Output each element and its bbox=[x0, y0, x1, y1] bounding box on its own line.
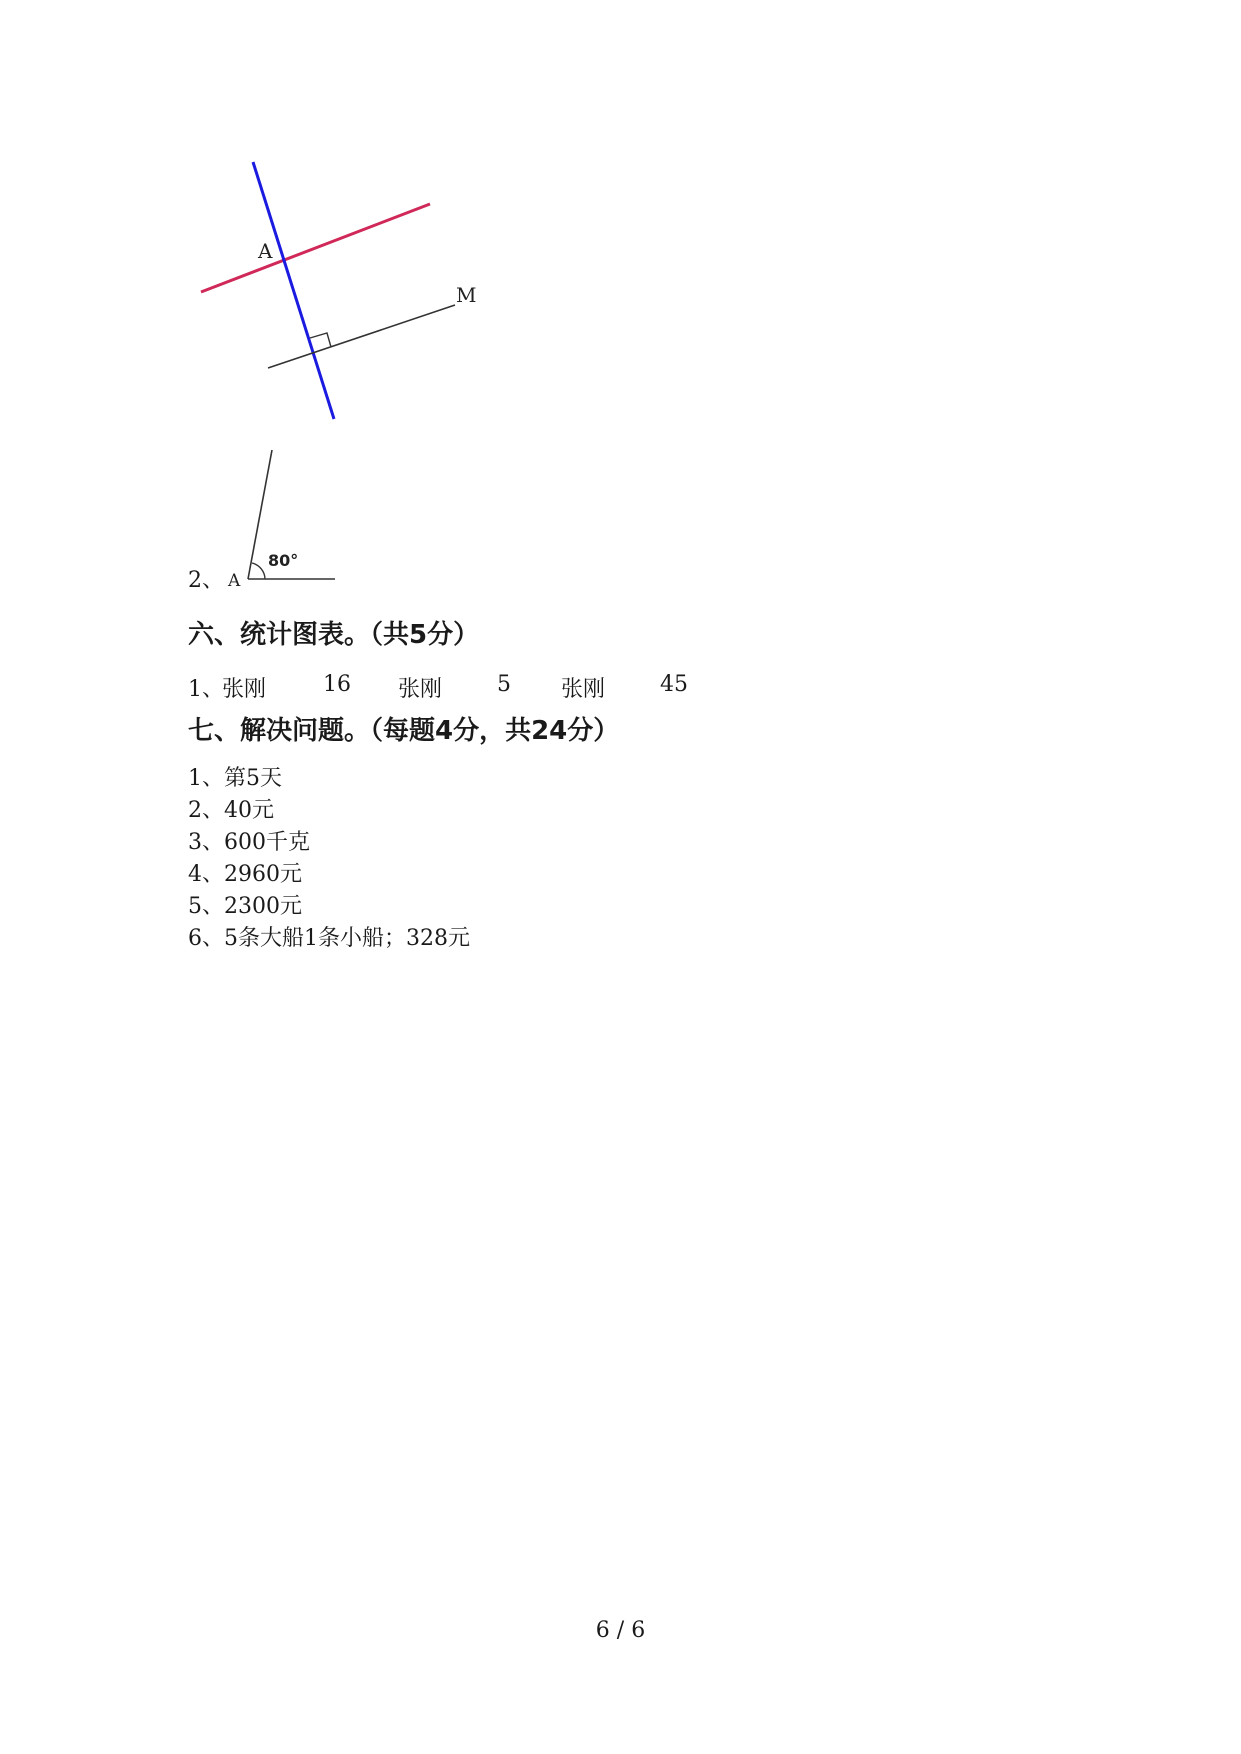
section6-answer-prefix: 1、 bbox=[188, 677, 224, 702]
page-number: 6 / 6 bbox=[595, 1618, 646, 1643]
section6-cell: 45 bbox=[660, 672, 688, 697]
figure-perpendicular-lines bbox=[0, 0, 600, 440]
section7-heading: 七、解决问题。（每题4分，共24分） bbox=[188, 716, 620, 746]
section6-cell: 张刚 bbox=[398, 677, 443, 702]
section7-answer: 5、2300元 bbox=[188, 894, 302, 919]
section7-answer: 1、第5天 bbox=[188, 766, 282, 791]
line-m bbox=[268, 305, 455, 368]
angle-arc bbox=[252, 563, 265, 579]
figure2-number: 2、 bbox=[188, 568, 224, 593]
blue-perpendicular-line bbox=[253, 162, 334, 419]
figure-angle-80 bbox=[220, 440, 360, 590]
angle-value-label: 80° bbox=[268, 551, 299, 570]
section7-answer: 6、5条大船1条小船；328元 bbox=[188, 926, 470, 951]
section7-answer: 4、2960元 bbox=[188, 862, 302, 887]
right-angle-mark bbox=[310, 333, 331, 347]
point-m-label: M bbox=[456, 283, 477, 307]
section6-cell: 16 bbox=[323, 672, 351, 697]
section7-answer: 2、40元 bbox=[188, 798, 274, 823]
point-a-label: A bbox=[258, 239, 273, 263]
section6-cell: 5 bbox=[497, 672, 511, 697]
section6-heading: 六、统计图表。（共5分） bbox=[188, 620, 480, 650]
section6-cell: 张刚 bbox=[561, 677, 606, 702]
section7-answer: 3、600千克 bbox=[188, 830, 310, 855]
red-line bbox=[201, 204, 430, 292]
vertex-a-label: A bbox=[228, 571, 241, 590]
section6-cell: 张刚 bbox=[222, 677, 267, 702]
